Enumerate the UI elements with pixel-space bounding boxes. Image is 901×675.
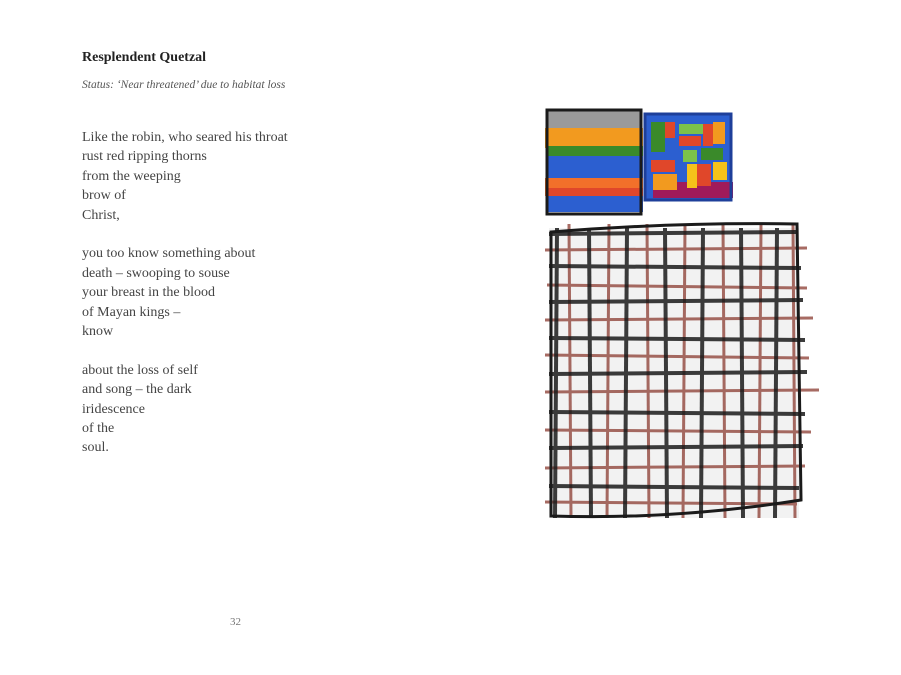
mosaic-tile xyxy=(679,124,703,134)
plaid-block xyxy=(545,224,819,518)
poem-line: Christ, xyxy=(82,207,120,223)
poem-line: of Mayan kings – xyxy=(82,304,181,320)
mosaic-tile xyxy=(651,122,665,152)
mosaic-tile xyxy=(665,122,675,138)
poem-body xyxy=(82,128,288,477)
stripe-blue-2 xyxy=(547,196,643,212)
mosaic-tile xyxy=(653,174,677,190)
poem-line: Like the robin, who seared his throat xyxy=(82,130,288,145)
poem-line: soul. xyxy=(82,440,109,456)
stanza xyxy=(82,128,288,225)
abstract-painting xyxy=(535,100,835,530)
poem-line: you too know something about xyxy=(82,246,256,262)
stripe-blue xyxy=(547,156,643,178)
poem-line: of the xyxy=(82,421,115,437)
poem-title: Resplendent Quetzal xyxy=(82,50,207,65)
page-number: 32 xyxy=(230,616,241,628)
mosaic-tile xyxy=(651,160,675,172)
conservation-status: Status: ‘Near threatened’ due to habitat loss xyxy=(82,79,286,91)
mosaic-tile xyxy=(683,150,697,162)
poem-line: know xyxy=(82,324,114,340)
stripe-green xyxy=(547,146,643,156)
mosaic-tile xyxy=(697,164,711,186)
mosaic-tile xyxy=(701,148,723,160)
stanza xyxy=(82,361,288,458)
poem-line: iridescence xyxy=(82,401,145,417)
poem-line: brow of xyxy=(82,188,126,204)
mosaic-tile xyxy=(713,162,727,180)
mosaic-tile xyxy=(679,136,701,146)
stripe-red xyxy=(547,188,643,196)
mosaic-tile xyxy=(703,124,713,146)
striped-block xyxy=(545,110,643,214)
mosaic-tile xyxy=(687,164,697,188)
stripe-orange xyxy=(545,128,643,148)
mosaic-tile xyxy=(713,122,725,144)
mosaic-block xyxy=(645,114,733,200)
stanza xyxy=(82,244,288,341)
poem-line: death – swooping to souse xyxy=(82,265,230,281)
poem-line: rust red ripping thorns xyxy=(82,149,207,165)
poem-line: from the weeping xyxy=(82,168,181,184)
poem-line: your breast in the blood xyxy=(82,285,215,301)
poem-line: about the loss of self xyxy=(82,362,198,378)
poem-line: and song – the dark xyxy=(82,382,192,398)
